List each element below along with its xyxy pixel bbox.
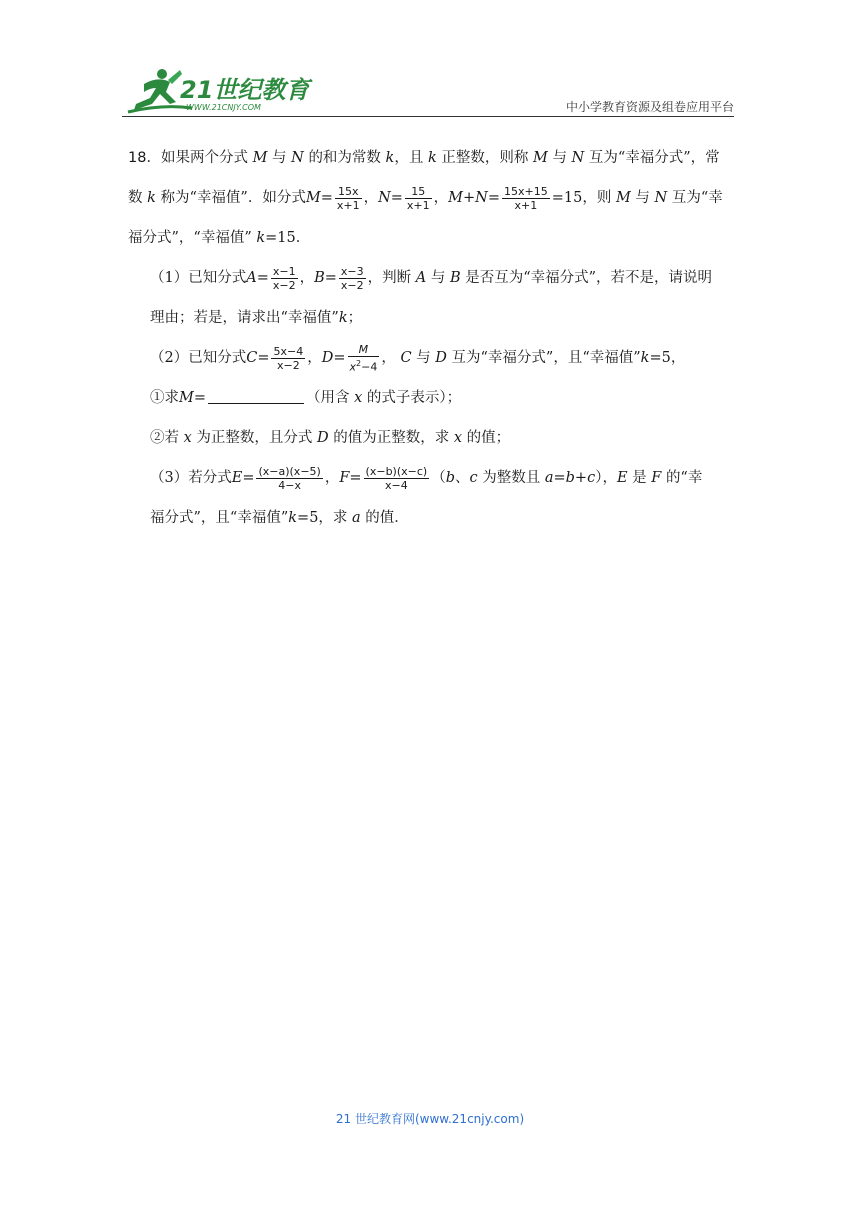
part-2-question-1: ①求M= （用含 x 的式子表示）； xyxy=(150,390,462,406)
part-2-line-1: （2）已知分式C= $\frac{5x-4}{x-2}$ ，D= $\frac{M}{x^2-4}$ ， C 与 D 互为“幸福分式”，且“幸福值”k=5， xyxy=(150,342,686,374)
fraction-B: $\frac{x-3}{x-2}$ xyxy=(340,264,364,292)
problem-line-2: 数 k 称为“幸福值”．如分式M= $\frac{15x}{x+1}$ ，N= $\frac{15}{x+1}$ ，M+N= $\frac{15x+15}{x+1}$ =15，则 M 与 N 互为“幸 xyxy=(128,184,723,212)
part-3-line-2: 福分式”，且“幸福值”k=5，求 a 的值． xyxy=(150,510,409,526)
header-divider xyxy=(122,116,734,117)
fraction-A: $\frac{x-1}{x-2}$ xyxy=(272,264,296,292)
fraction-E: $\frac{(x-a)(x-5)}{4-x}$ xyxy=(258,464,321,492)
svg-text:WWW.21CNJY.COM: WWW.21CNJY.COM xyxy=(186,103,261,112)
fraction-N: $\frac{15}{x+1}$ xyxy=(406,184,430,212)
header-tagline: 中小学教育资源及组卷应用平台 xyxy=(565,100,734,114)
fraction-C: $\frac{5x-4}{x-2}$ xyxy=(273,344,304,372)
part-3-line-1: （3）若分式E= $\frac{(x-a)(x-5)}{4-x}$ ，F= $\frac{(x-b)(x-c)}{x-4}$ （b、c 为整数且 a=b+c），E 是 F 的“幸 xyxy=(150,464,703,492)
part-1-line-1: （1）已知分式A= $\frac{x-1}{x-2}$ ，B= $\frac{x-3}{x-2}$ ，判断 A 与 B 是否互为“幸福分式”，若不是，请说明 xyxy=(150,264,713,292)
problem-line-1: 18．如果两个分式 M 与 N 的和为常数 k，且 k 正整数，则称 M 与 N 互为“幸福分式”，常 xyxy=(128,150,720,166)
site-logo xyxy=(122,62,322,118)
fraction-D: $\frac{M}{x^2-4}$ xyxy=(349,342,378,374)
problem-line-3: 福分式”，“幸福值” k=15． xyxy=(128,230,311,246)
part-2-question-2: ②若 x 为正整数，且分式 D 的值为正整数，求 x 的值； xyxy=(150,430,511,446)
page-header xyxy=(122,62,734,118)
page-footer[interactable]: 21 世纪教育网(www.21cnjy.com) xyxy=(335,1112,525,1126)
answer-blank[interactable] xyxy=(208,389,304,404)
fraction-M: $\frac{15x}{x+1}$ xyxy=(336,184,360,212)
svg-text:21世纪教育: 21世纪教育 xyxy=(180,76,310,104)
part-1-line-2: 理由；若是，请求出“幸福值”k； xyxy=(150,310,363,326)
fraction-M-plus-N: $\frac{15x+15}{x+1}$ xyxy=(504,184,548,212)
problem-number: 18． xyxy=(128,150,161,166)
problem-18 xyxy=(128,138,734,538)
fraction-F: $\frac{(x-b)(x-c)}{x-4}$ xyxy=(365,464,428,492)
